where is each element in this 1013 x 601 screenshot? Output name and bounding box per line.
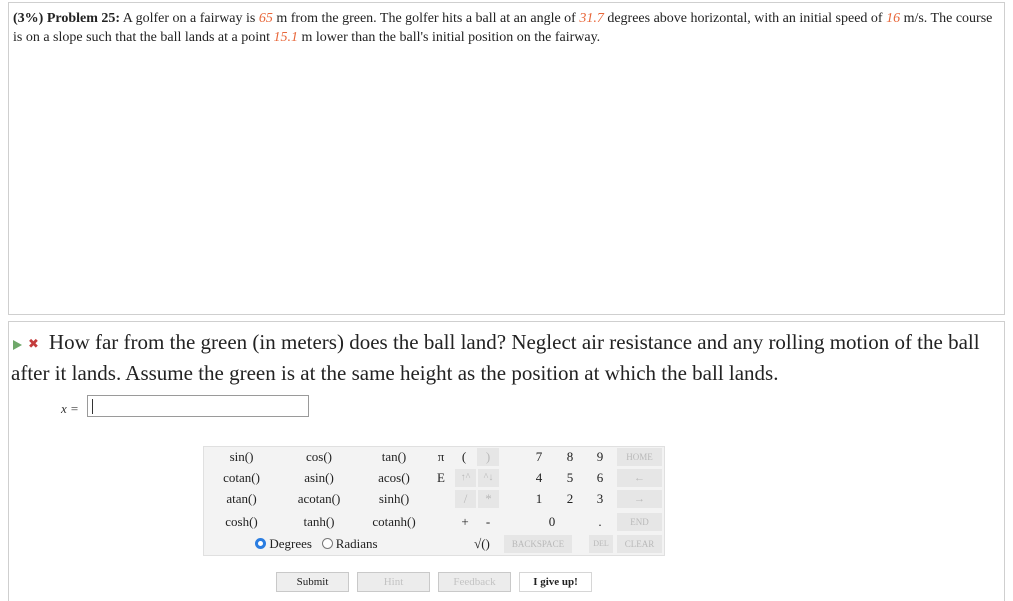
cosh-button[interactable]: cosh() [225,514,258,529]
end-button[interactable]: END [617,513,662,531]
hint-button[interactable]: Hint [357,572,430,592]
home-button[interactable]: HOME [617,448,662,466]
e-button[interactable]: E [437,470,445,485]
calculator-keypad [203,446,665,556]
tan-button[interactable]: tan() [381,449,407,464]
decimal-button[interactable]: . [598,514,602,529]
caret-down-button[interactable]: ^↓ [478,469,499,487]
submit-button[interactable]: Submit [276,572,349,592]
angle-value: 31.7 [579,11,604,26]
clear-button[interactable]: CLEAR [617,535,662,553]
close-paren-button[interactable]: ) [477,448,499,466]
digit-3-button[interactable]: 3 [596,491,604,506]
angle-mode-selector [204,534,429,554]
open-paren-button[interactable]: ( [461,449,467,464]
digit-4-button[interactable]: 4 [535,470,543,485]
digit-8-button[interactable]: 8 [566,449,574,464]
backspace-button[interactable]: BACKSPACE [504,535,572,553]
radio-unselected-icon [322,538,333,549]
degrees-label: Degrees [269,536,312,551]
problem-text-part: m lower than the ball's initial position on the fairway. [298,30,601,45]
del-button[interactable]: DEL [589,535,613,553]
degrees-radio[interactable] [255,536,312,551]
problem-text-part: degrees above horizontal, with an initial speed of [603,11,887,26]
up-caret-button[interactable]: ↑^ [455,469,476,487]
digit-1-button[interactable]: 1 [535,491,543,506]
text-cursor [92,399,93,414]
problem-header: (3%) Problem 25: [13,11,121,26]
radians-label: Radians [335,536,378,551]
digit-0-button[interactable]: 0 [548,514,556,529]
problem-text-part: A golfer on a fairway is [120,11,259,26]
give-up-button[interactable]: I give up! [519,572,592,592]
cotan-button[interactable]: cotan() [223,470,260,485]
divide-button[interactable]: / [455,490,476,508]
digit-9-button[interactable]: 9 [596,449,604,464]
answer-input[interactable] [87,395,309,417]
atan-button[interactable]: atan() [226,491,257,506]
distance-value: 65 [258,11,273,26]
incorrect-icon: ✖ [28,337,39,353]
plus-button[interactable]: + [461,514,469,529]
minus-button[interactable]: - [485,514,491,529]
acotan-button[interactable]: acotan() [297,491,341,506]
radio-selected-icon [255,538,266,549]
sinh-button[interactable]: sinh() [378,491,410,506]
radians-radio[interactable] [322,536,378,551]
pi-button[interactable]: π [437,449,445,464]
problem-text-part: m from the green. The golfer hits a ball at an angle of [272,11,580,26]
right-arrow-button[interactable]: → [617,490,662,508]
sqrt-button[interactable]: √() [474,536,490,551]
cos-button[interactable]: cos() [306,449,332,464]
problem-statement [13,9,998,47]
question-text [11,328,996,387]
digit-2-button[interactable]: 2 [566,491,574,506]
drop-value: 15.1 [273,30,299,45]
acos-button[interactable]: acos() [378,470,410,485]
cotanh-button[interactable]: cotanh() [372,514,416,529]
speed-value: 16 [886,11,901,26]
problem-panel [8,2,1005,315]
question-status-icons [13,329,39,359]
multiply-button[interactable]: * [478,490,499,508]
asin-button[interactable]: asin() [304,470,334,485]
left-arrow-button[interactable]: ← [617,469,662,487]
play-icon[interactable] [13,340,22,350]
digit-5-button[interactable]: 5 [566,470,574,485]
sin-button[interactable]: sin() [229,449,254,464]
tanh-button[interactable]: tanh() [303,514,335,529]
digit-7-button[interactable]: 7 [535,449,543,464]
digit-6-button[interactable]: 6 [596,470,604,485]
feedback-button[interactable]: Feedback [438,572,511,592]
question-prompt: How far from the green (in meters) does the ball land? Neglect air resistance and any rolling motion of the ball after it lands. Assume the green is at the same height as the position at which the ball lands. [11,330,980,386]
problem-text-part: m/s. The course is on a slope such that the ball lands at a point [13,11,993,45]
answer-label: x = [61,401,79,416]
